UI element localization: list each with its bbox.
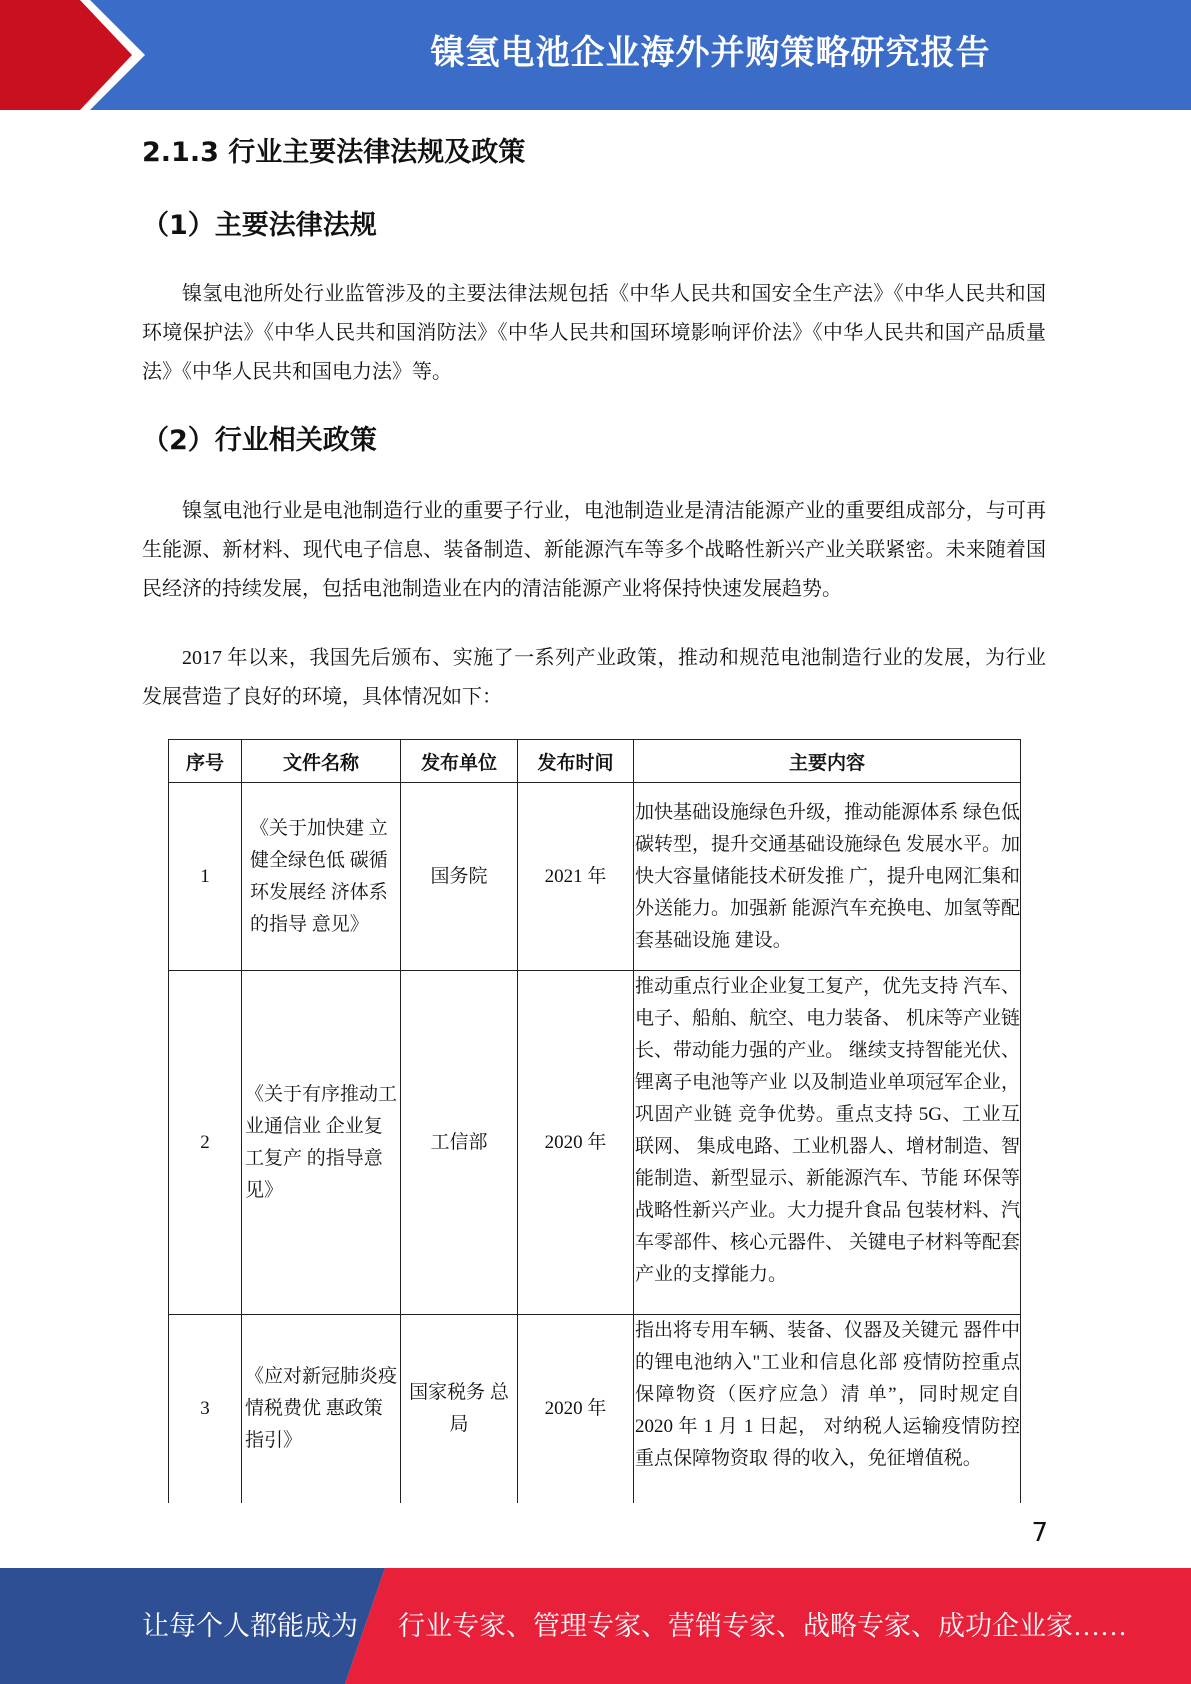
cell-no: 1 [169, 783, 242, 971]
table-row [169, 971, 1021, 1315]
policy-table [168, 739, 1021, 1503]
report-title: 镍氢电池企业海外并购策略研究报告 [430, 33, 991, 73]
header-arrow-decoration [0, 0, 160, 110]
cell-issuer: 国务院 [401, 783, 518, 971]
page-number: 7 [1031, 1518, 1048, 1548]
table-row [169, 783, 1021, 971]
table-row [169, 1315, 1021, 1503]
footer-slogan-right: 行业专家、管理专家、营销专家、战略专家、成功企业家…… [398, 1611, 1127, 1641]
header-cell-time: 发布时间 [518, 740, 634, 783]
cell-issuer: 工信部 [401, 971, 518, 1315]
footer-slogan-left: 让每个人都能成为 [142, 1611, 358, 1641]
cell-issuer: 国家税务 总局 [401, 1315, 518, 1503]
cell-content: 推动重点行业企业复工复产，优先支持 汽车、电子、船舶、航空、电力装备、 机床等产业链长、带动能力强的产业。 继续支持智能光伏、锂离子电池等产业 以及制造业单项冠军企业，巩固产业链 竞争优势。重点支持 5G、工业互联网、 集成电路、工业机器人、增材制造、智 能制造、新型显示、新能源汽车、节能 环保等战略性新兴产业。大力提升食品 包装材料、汽车零部件、核心元器件、 关键电子材料等配套产业的支撑能力。 [634, 971, 1021, 1315]
cell-name: 《关于有序推动工业通信业 企业复工复产 的指导意见》 [242, 971, 401, 1315]
policies-paragraph-1: 镍氢电池行业是电池制造行业的重要子行业，电池制造业是清洁能源产业的重要组成部分，与可再生能源、新材料、现代电子信息、装备制造、新能源汽车等多个战略性新兴产业关联紧密。未来随着国民经济的持续发展，包括电池制造业在内的清洁能源产业将保持快速发展趋势。 [142, 500, 1046, 600]
cell-time: 2020 年 [518, 1315, 634, 1503]
header-cell-content: 主要内容 [634, 740, 1021, 783]
header-cell-issuer: 发布单位 [401, 740, 518, 783]
cell-time: 2020 年 [518, 971, 634, 1315]
cell-name: 《关于加快建 立健全绿色低 碳循环发展经 济体系的指导 意见》 [242, 783, 401, 971]
page-header [0, 0, 1191, 110]
page-footer [0, 1568, 1191, 1684]
subsection-heading-policies: （2）行业相关政策 [142, 425, 377, 456]
section-heading: 2.1.3 行业主要法律法规及政策 [142, 137, 526, 168]
subsection-heading-laws: （1）主要法律法规 [142, 210, 377, 241]
policies-paragraph-2: 2017 年以来，我国先后颁布、实施了一系列产业政策，推动和规范电池制造行业的发展，为行业发展营造了良好的环境，具体情况如下： [142, 647, 1046, 708]
table-header-row [169, 740, 1021, 783]
cell-no: 3 [169, 1315, 242, 1503]
cell-name: 《应对新冠肺炎疫情税费优 惠政策指引》 [242, 1315, 401, 1503]
header-cell-name: 文件名称 [242, 740, 401, 783]
cell-content: 指出将专用车辆、装备、仪器及关键元 器件中的锂电池纳入"工业和信息化部 疫情防控重点保障物资（医疗应急）清 单”，同时规定自 2020 年 1 月 1 日起， 对纳税人运输疫情防控重点保障物资取 得的收入，免征增值税。 [634, 1315, 1021, 1503]
cell-content: 加快基础设施绿色升级，推动能源体系 绿色低碳转型，提升交通基础设施绿色 发展水平。加快大容量储能技术研发推 广，提升电网汇集和外送能力。加强新 能源汽车充换电、加氢等配套基础设施 建设。 [634, 783, 1021, 971]
laws-paragraph: 镍氢电池所处行业监管涉及的主要法律法规包括《中华人民共和国安全生产法》《中华人民共和国环境保护法》《中华人民共和国消防法》《中华人民共和国环境影响评价法》《中华人民共和国产品质量法》《中华人民共和国电力法》等。 [142, 283, 1046, 383]
cell-no: 2 [169, 971, 242, 1315]
cell-time: 2021 年 [518, 783, 634, 971]
header-cell-no: 序号 [169, 740, 242, 783]
